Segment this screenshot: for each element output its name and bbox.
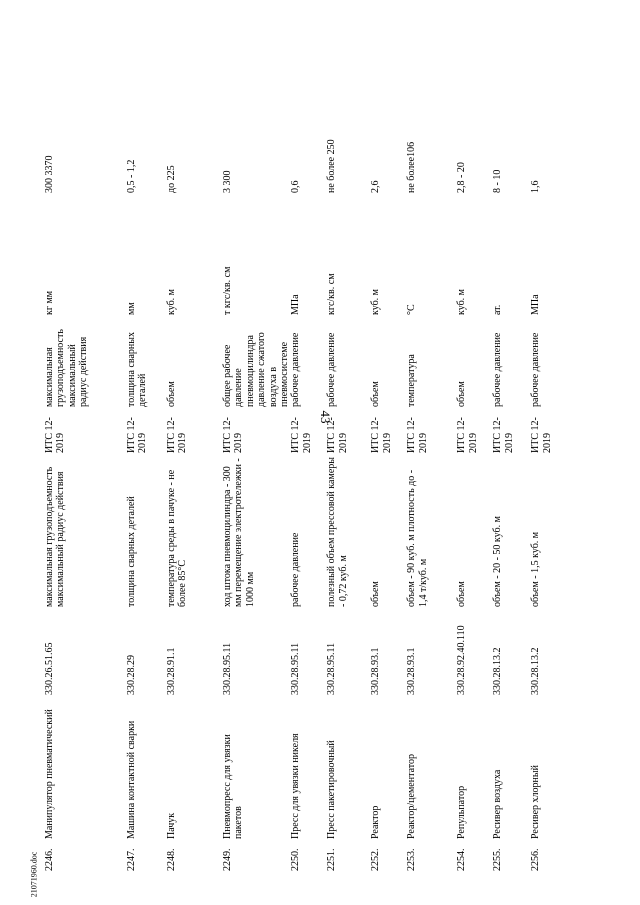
classifier-code-cell: 330.28.95.11 xyxy=(290,642,302,695)
value-cell: 300 3370 xyxy=(44,155,55,193)
characteristic-cell: максимальная грузоподъемность максимальный радиус действия xyxy=(44,466,67,607)
characteristic-cell: объем - 1,5 куб. м xyxy=(530,531,542,607)
reference-standard-cell: ИТС 12-2019 xyxy=(530,417,553,453)
classifier-code-cell: 330.28.95.11 xyxy=(222,642,233,695)
table-row xyxy=(166,129,222,871)
parameter-name-cell: объем xyxy=(166,381,177,407)
unit-cell: т кгс/кв. см xyxy=(222,266,233,315)
value-cell: 3 300 xyxy=(222,170,233,193)
value-cell: 0,5 - 1,2 xyxy=(126,159,137,193)
unit-cell: ат. xyxy=(492,304,504,315)
document-footer-id: 21071960.doc xyxy=(29,851,39,898)
item-name-cell: Репульпатор xyxy=(456,785,468,839)
table-row xyxy=(530,129,566,871)
characteristic-cell: температура среды в пачуке - не более 85°С xyxy=(166,469,189,607)
item-name-cell: Пресс для увязки никеля xyxy=(290,733,302,839)
characteristic-cell: объем xyxy=(456,581,468,607)
table-row xyxy=(370,129,406,871)
item-name-cell: Пачук xyxy=(166,812,177,839)
parameter-name-cell: объем xyxy=(456,381,468,407)
equipment-table xyxy=(44,129,566,871)
item-name-cell: Пресс пакетировочный xyxy=(326,740,338,839)
table-row xyxy=(456,129,492,871)
item-number-cell: 2255. xyxy=(492,848,504,871)
page-number: 43 xyxy=(318,410,333,424)
characteristic-cell: ход штока пневмоцилиндра - 300 мм перемещение электротележки - 1000 мм xyxy=(222,458,256,607)
classifier-code-cell: 330.28.92.40.110 xyxy=(456,625,468,695)
table-row xyxy=(326,129,370,871)
equipment-table-body xyxy=(44,129,566,871)
parameter-name-cell: толщина сварных деталей xyxy=(126,332,149,407)
item-number-cell: 2246. xyxy=(44,848,55,871)
value-cell: 1,6 xyxy=(530,180,542,193)
characteristic-cell: объем xyxy=(370,581,382,607)
parameter-name-cell: рабочее давление xyxy=(492,332,504,407)
unit-cell: куб. м xyxy=(370,288,382,315)
parameter-name-cell: рабочее давление xyxy=(530,332,542,407)
reference-standard-cell: ИТС 12-2019 xyxy=(126,417,149,453)
parameter-name-cell: общее рабочее давление пневмоцилиндра давление сжатого воздуха в пневмосистеме xyxy=(222,332,290,407)
unit-cell: кг мм xyxy=(44,290,55,315)
unit-cell: мм xyxy=(126,302,137,315)
characteristic-cell: объем - 90 куб. м плотность до - 1,4 т/куб. м xyxy=(406,469,429,607)
parameter-name-cell: температура xyxy=(406,354,418,407)
item-number-cell: 2253. xyxy=(406,848,418,871)
parameter-name-cell: объем xyxy=(370,381,382,407)
value-cell: 2,8 - 20 xyxy=(456,162,468,193)
table-row xyxy=(222,129,290,871)
item-number-cell: 2250. xyxy=(290,848,302,871)
characteristic-cell: толщина сварных деталей xyxy=(126,496,137,607)
reference-standard-cell: ИТС 12-2019 xyxy=(492,417,515,453)
item-number-cell: 2251. xyxy=(326,848,338,871)
reference-standard-cell: ИТС 12-2019 xyxy=(44,417,67,453)
value-cell: не более 250 xyxy=(326,139,338,193)
value-cell: 0,6 xyxy=(290,180,302,193)
item-number-cell: 2256. xyxy=(530,848,542,871)
characteristic-cell: полезный объем прессовой камеры - 0,72 куб. м xyxy=(326,457,349,607)
parameter-name-cell: максимальная грузоподъемность максимальный радиус действия xyxy=(44,329,90,407)
unit-cell: куб. м xyxy=(166,288,177,315)
value-cell: до 225 xyxy=(166,165,177,193)
reference-standard-cell: ИТС 12-2019 xyxy=(406,417,429,453)
table-row xyxy=(44,129,126,871)
table-row xyxy=(290,129,326,871)
unit-cell: МПа xyxy=(290,294,302,315)
characteristic-cell: объем - 20 - 50 куб. м xyxy=(492,516,504,607)
item-number-cell: 2247. xyxy=(126,848,137,871)
classifier-code-cell: 330.26.51.65 xyxy=(44,642,55,695)
unit-cell: кгс/кв. см xyxy=(326,273,338,315)
value-cell: 8 - 10 xyxy=(492,169,504,193)
item-number-cell: 2248. xyxy=(166,848,177,871)
reference-standard-cell: ИТС 12-2019 xyxy=(222,417,245,453)
parameter-name-cell: рабочее давление xyxy=(326,332,338,407)
item-name-cell: Реактор xyxy=(370,805,382,839)
item-number-cell: 2249. xyxy=(222,848,233,871)
reference-standard-cell: ИТС 12-2019 xyxy=(370,417,393,453)
item-name-cell: Ресивер хлорный xyxy=(530,765,542,839)
classifier-code-cell: 330.28.91.1 xyxy=(166,647,177,695)
classifier-code-cell: 330.28.95.11 xyxy=(326,642,338,695)
item-name-cell: Машина контактной сварки xyxy=(126,720,137,839)
table-row xyxy=(126,129,166,871)
reference-standard-cell: ИТС 12-2019 xyxy=(456,417,479,453)
reference-standard-cell: ИТС 12-2019 xyxy=(326,417,349,453)
value-cell: 2,6 xyxy=(370,180,382,193)
value-cell: не более106 xyxy=(406,141,418,193)
unit-cell: °С xyxy=(406,304,418,315)
reference-standard-cell: ИТС 12-2019 xyxy=(290,417,313,453)
classifier-code-cell: 330.28.13.2 xyxy=(530,647,542,695)
parameter-name-cell: рабочее давление xyxy=(290,332,302,407)
characteristic-cell: рабочее давление xyxy=(290,532,302,607)
unit-cell: куб. м xyxy=(456,288,468,315)
item-name-cell: Манипулятор пневматический xyxy=(44,709,55,839)
table-row xyxy=(492,129,530,871)
classifier-code-cell: 330.28.93.1 xyxy=(370,647,382,695)
item-name-cell: Пневмопресс для увязки пакетов xyxy=(222,734,245,839)
unit-cell: МПа xyxy=(530,294,542,315)
table-row xyxy=(406,129,456,871)
classifier-code-cell: 330.28.13.2 xyxy=(492,647,504,695)
reference-standard-cell: ИТС 12-2019 xyxy=(166,417,189,453)
item-name-cell: Реактор/цементатор xyxy=(406,754,418,839)
item-name-cell: Ресивер воздуха xyxy=(492,769,504,839)
classifier-code-cell: 330.28.29 xyxy=(126,655,137,695)
item-number-cell: 2254. xyxy=(456,848,468,871)
item-number-cell: 2252. xyxy=(370,848,382,871)
classifier-code-cell: 330.28.93.1 xyxy=(406,647,418,695)
